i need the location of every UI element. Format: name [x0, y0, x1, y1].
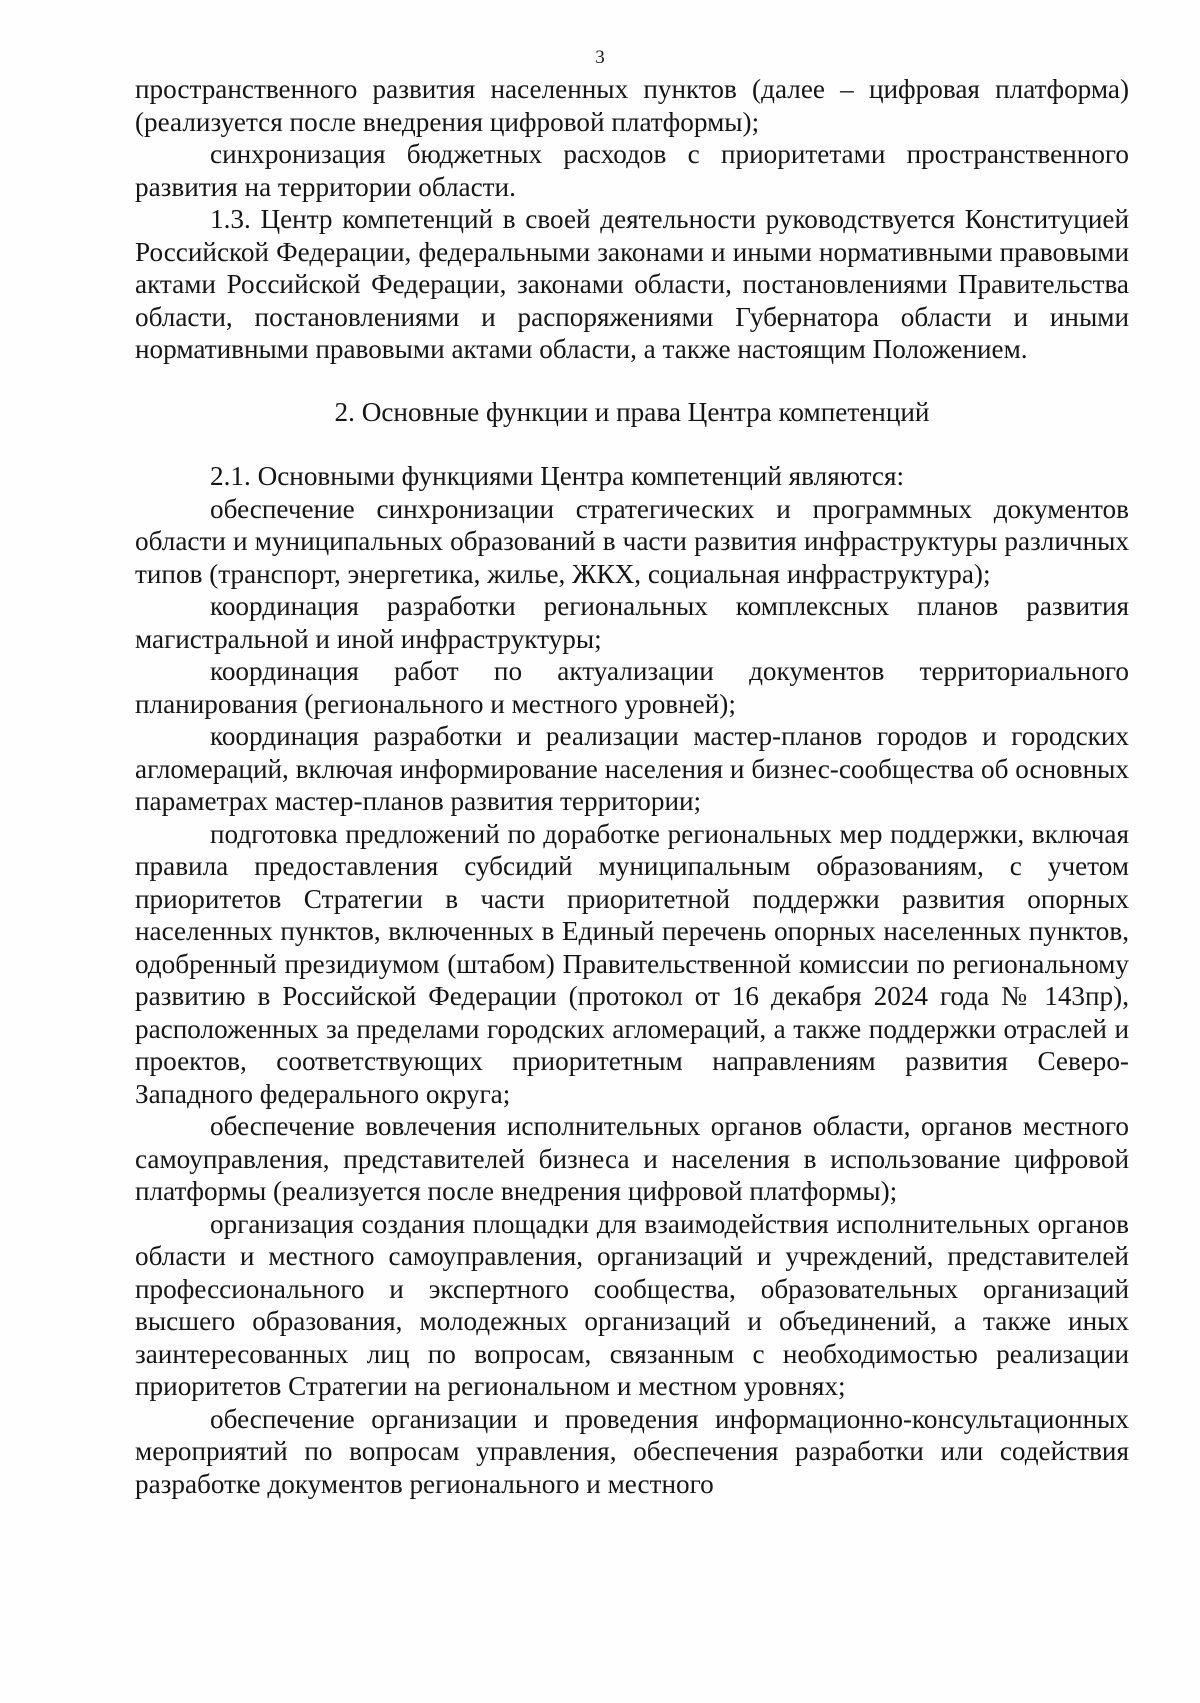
document-body: [135, 73, 1129, 1500]
section-heading: 2. Основные функции и права Центра компетенций: [334, 396, 930, 427]
paragraph-function-digital-platform: обеспечение вовлечения исполнительных органов области, органов местного самоуправления, представителей бизнеса и населения в использование цифровой платформы (реализуется после внедрения цифровой платформы);: [135, 1111, 1129, 1206]
paragraph-continuation: пространственного развития населенных пунктов (далее – цифровая платформа) (реализуется после внедрения цифровой платформы);: [135, 74, 1129, 137]
paragraph-function-support-measures: подготовка предложений по доработке региональных мер поддержки, включая правила предоставления субсидий муниципальным образованиям, с учетом приоритетов Стратегии в части приоритетной поддержки развития опорных населенных пунктов, включенных в Единый перечень опорных населенных пунктов, одобренный президиумом (штабом) Правительственной комиссии по региональному развитию в Российской Федерации (протокол от 16 декабря 2024 года № 143пр), расположенных за пределами городских агломераций, а также поддержки отраслей и проектов, соответствующих приоритетным направлениям развития Северо-Западного федерального округа;: [135, 818, 1129, 1109]
paragraph-2-1: 2.1. Основными функциями Центра компетенций являются:: [210, 461, 905, 491]
paragraph-function-master-plans: координация разработки и реализации мастер-планов городов и городских агломераций, включая информирование населения и бизнес-сообщества об основных параметрах мастер-планов развития территории;: [135, 721, 1129, 816]
paragraph-function-sync-docs: обеспечение синхронизации стратегических и программных документов области и муниципальных образований в части развития инфраструктуры различных типов (транспорт, энергетика, жилье, ЖКХ, социальная инфраструктура);: [135, 493, 1129, 589]
paragraph-budget-sync: синхронизация бюджетных расходов с приоритетами пространственного развития на территории области.: [135, 139, 1129, 202]
paragraph-function-regional-plans: координация разработки региональных комплексных планов развития магистральной и иной инфраструктуры;: [135, 591, 1129, 654]
paragraph-1-3: 1.3. Центр компетенций в своей деятельности руководствуется Конституцией Российской Федерации, федеральными законами и иными нормативными правовыми актами Российской Федерации, законами области, постановлениями Правительства области, постановлениями и распоряжениями Губернатора области и иными нормативными правовыми актами области, а также настоящим Положением.: [135, 204, 1129, 364]
paragraph-function-consulting-events: обеспечение организации и проведения информационно-консультационных мероприятий по вопросам управления, обеспечения разработки или содействия разработке документов регионального и местного: [135, 1403, 1129, 1499]
paragraph-function-interaction-platform: организация создания площадки для взаимодействия исполнительных органов области и местного самоуправления, организаций и учреждений, представителей профессионального и экспертного сообщества, образовательных организаций высшего образования, молодежных организаций и объединений, а также иных заинтересованных лиц по вопросам, связанным с необходимостью реализации приоритетов Стратегии на региональном и местном уровнях;: [135, 1208, 1129, 1401]
page-number: 3: [595, 47, 605, 68]
paragraph-function-territorial-planning: координация работ по актуализации документов территориального планирования (регионального и местного уровней);: [135, 656, 1129, 719]
